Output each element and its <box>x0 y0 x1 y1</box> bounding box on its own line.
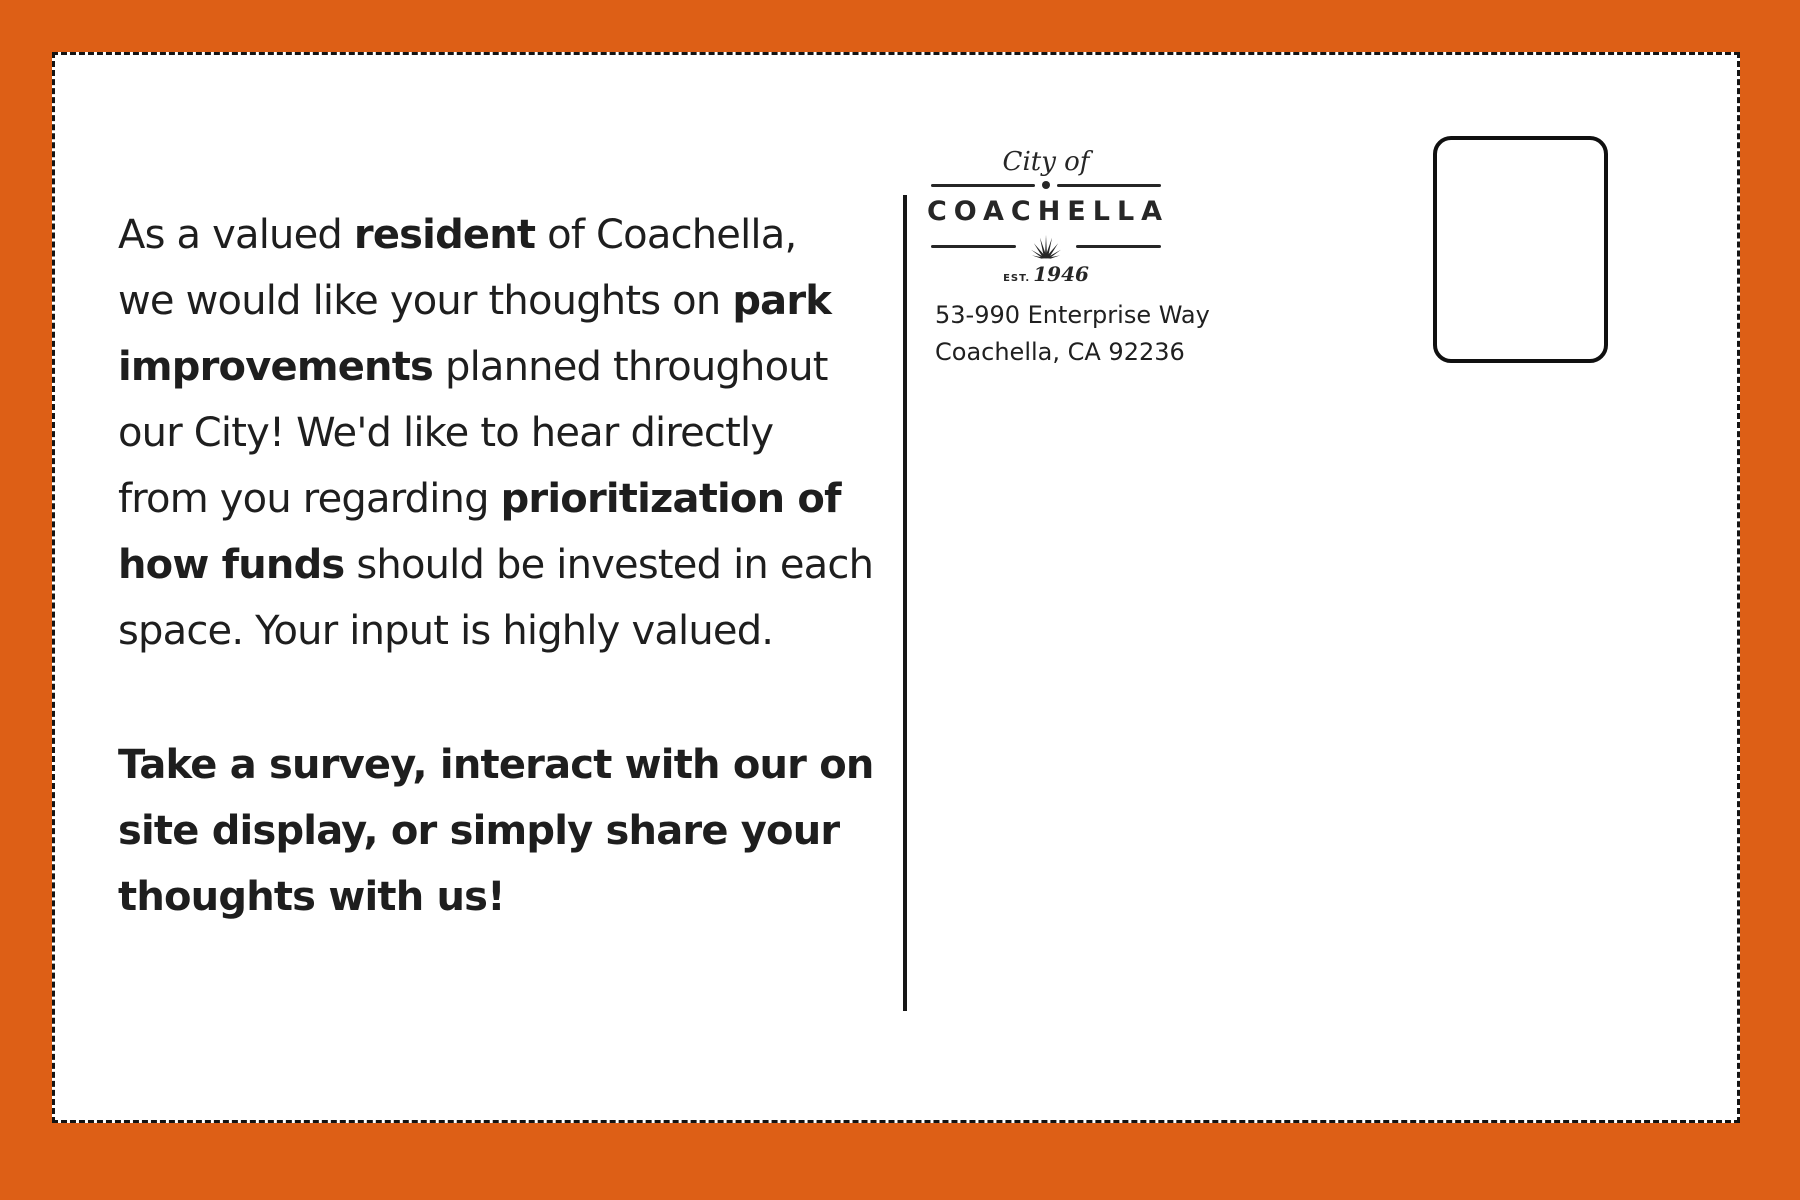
message-text <box>118 202 874 930</box>
message-line: how funds should be invested in each <box>118 542 874 588</box>
dot-ornament-icon <box>1042 181 1050 189</box>
logo-est-line <box>1003 262 1089 286</box>
logo-top-rule <box>931 181 1161 189</box>
message-line: space. Your input is highly valued. <box>118 608 774 654</box>
message-line: our City! We'd like to hear directly <box>118 410 774 456</box>
logo-wordmark: COACHELLA <box>926 196 1170 227</box>
message-line: Take a survey, interact with our on <box>118 742 874 788</box>
rule-line <box>931 184 1035 187</box>
logo-script-text: City of <box>1002 147 1090 177</box>
est-label: EST. <box>1003 273 1031 284</box>
message-line: thoughts with us! <box>118 874 505 920</box>
rule-line <box>1076 245 1161 248</box>
message-line: improvements planned throughout <box>118 344 828 390</box>
return-address <box>935 297 1210 371</box>
coachella-logo <box>926 147 1170 286</box>
postcard <box>52 52 1740 1123</box>
rule-line <box>931 245 1016 248</box>
message-line: we would like your thoughts on park <box>118 278 832 324</box>
divider-line <box>903 195 907 1011</box>
est-year: 1946 <box>1033 262 1089 286</box>
rule-line <box>1057 184 1161 187</box>
stamp-box <box>1433 136 1608 363</box>
message-line: site display, or simply share your <box>118 808 840 854</box>
address-line-1: 53-990 Enterprise Way <box>935 301 1210 329</box>
call-to-action-text <box>118 732 874 930</box>
message-line: from you regarding prioritization of <box>118 476 841 522</box>
agave-plant-icon <box>1023 232 1069 260</box>
address-line-2: Coachella, CA 92236 <box>935 338 1185 366</box>
logo-bottom-rule <box>931 232 1161 260</box>
message-line: As a valued resident of Coachella, <box>118 212 797 258</box>
